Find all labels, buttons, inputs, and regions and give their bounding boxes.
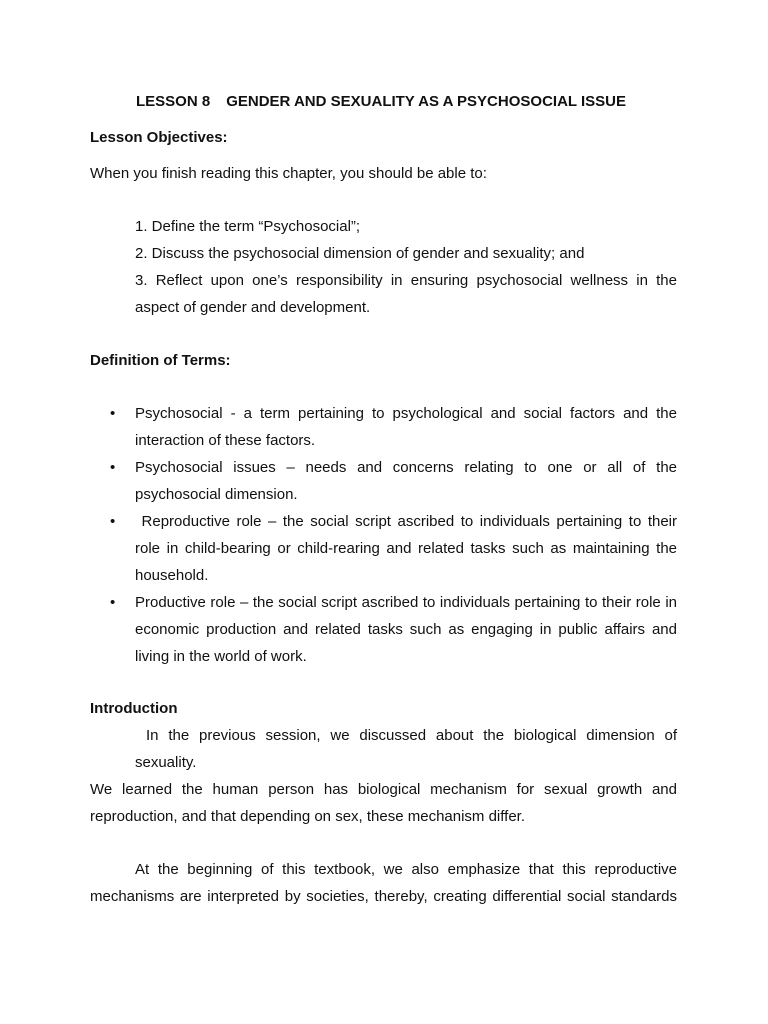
bullet-icon: • bbox=[110, 459, 116, 476]
bullet-icon: • bbox=[110, 405, 116, 422]
objective-item: 1. Define the term “Psychosocial”; bbox=[135, 218, 361, 235]
definitions-heading: Definition of Terms: bbox=[90, 352, 231, 369]
definition-term-continued: interaction of these factors. bbox=[135, 432, 316, 449]
lesson-title bbox=[136, 88, 626, 115]
definition-term: Psychosocial - a term pertaining to psychological and social factors and the bbox=[135, 405, 677, 422]
objectives-intro: When you finish reading this chapter, you should be able to: bbox=[90, 165, 487, 182]
objective-item: 3. Reflect upon one’s responsibility in ensuring psychosocial wellness in the bbox=[135, 272, 677, 289]
intro-paragraph-line: mechanisms are interpreted by societies, thereby, creating differential social standards bbox=[90, 888, 677, 905]
definition-term-continued: economic production and related tasks such as engaging in public affairs and bbox=[135, 621, 677, 638]
bullet-icon: • bbox=[110, 594, 116, 611]
definition-term-continued: role in child-bearing or child-rearing and related tasks such as maintaining the bbox=[135, 540, 677, 557]
intro-paragraph-line: We learned the human person has biological mechanism for sexual growth and bbox=[90, 781, 677, 798]
intro-paragraph-line: reproduction, and that depending on sex, these mechanism differ. bbox=[90, 808, 526, 825]
introduction-heading: Introduction bbox=[90, 700, 178, 717]
lesson-title-text: GENDER AND SEXUALITY AS A PSYCHOSOCIAL ISSUE bbox=[226, 93, 626, 110]
definition-term: Reproductive role – the social script ascribed to individuals pertaining to their bbox=[135, 513, 677, 530]
document-page bbox=[90, 0, 677, 1024]
intro-paragraph-line: At the beginning of this textbook, we also emphasize that this reproductive bbox=[135, 861, 677, 878]
bullet-icon: • bbox=[110, 513, 116, 530]
intro-paragraph-line: In the previous session, we discussed about the biological dimension of bbox=[146, 727, 677, 744]
definition-term-continued: household. bbox=[135, 567, 209, 584]
objective-item-continued: aspect of gender and development. bbox=[135, 299, 371, 316]
objective-item: 2. Discuss the psychosocial dimension of gender and sexuality; and bbox=[135, 245, 585, 262]
definition-term: Psychosocial issues – needs and concerns relating to one or all of the bbox=[135, 459, 677, 476]
definition-term-continued: living in the world of work. bbox=[135, 648, 307, 665]
definition-term: Productive role – the social script ascribed to individuals pertaining to their role in bbox=[135, 594, 677, 611]
objectives-heading: Lesson Objectives: bbox=[90, 129, 228, 146]
definition-term-continued: psychosocial dimension. bbox=[135, 486, 298, 503]
lesson-number: LESSON 8 bbox=[136, 93, 211, 110]
intro-paragraph-line: sexuality. bbox=[135, 754, 197, 771]
